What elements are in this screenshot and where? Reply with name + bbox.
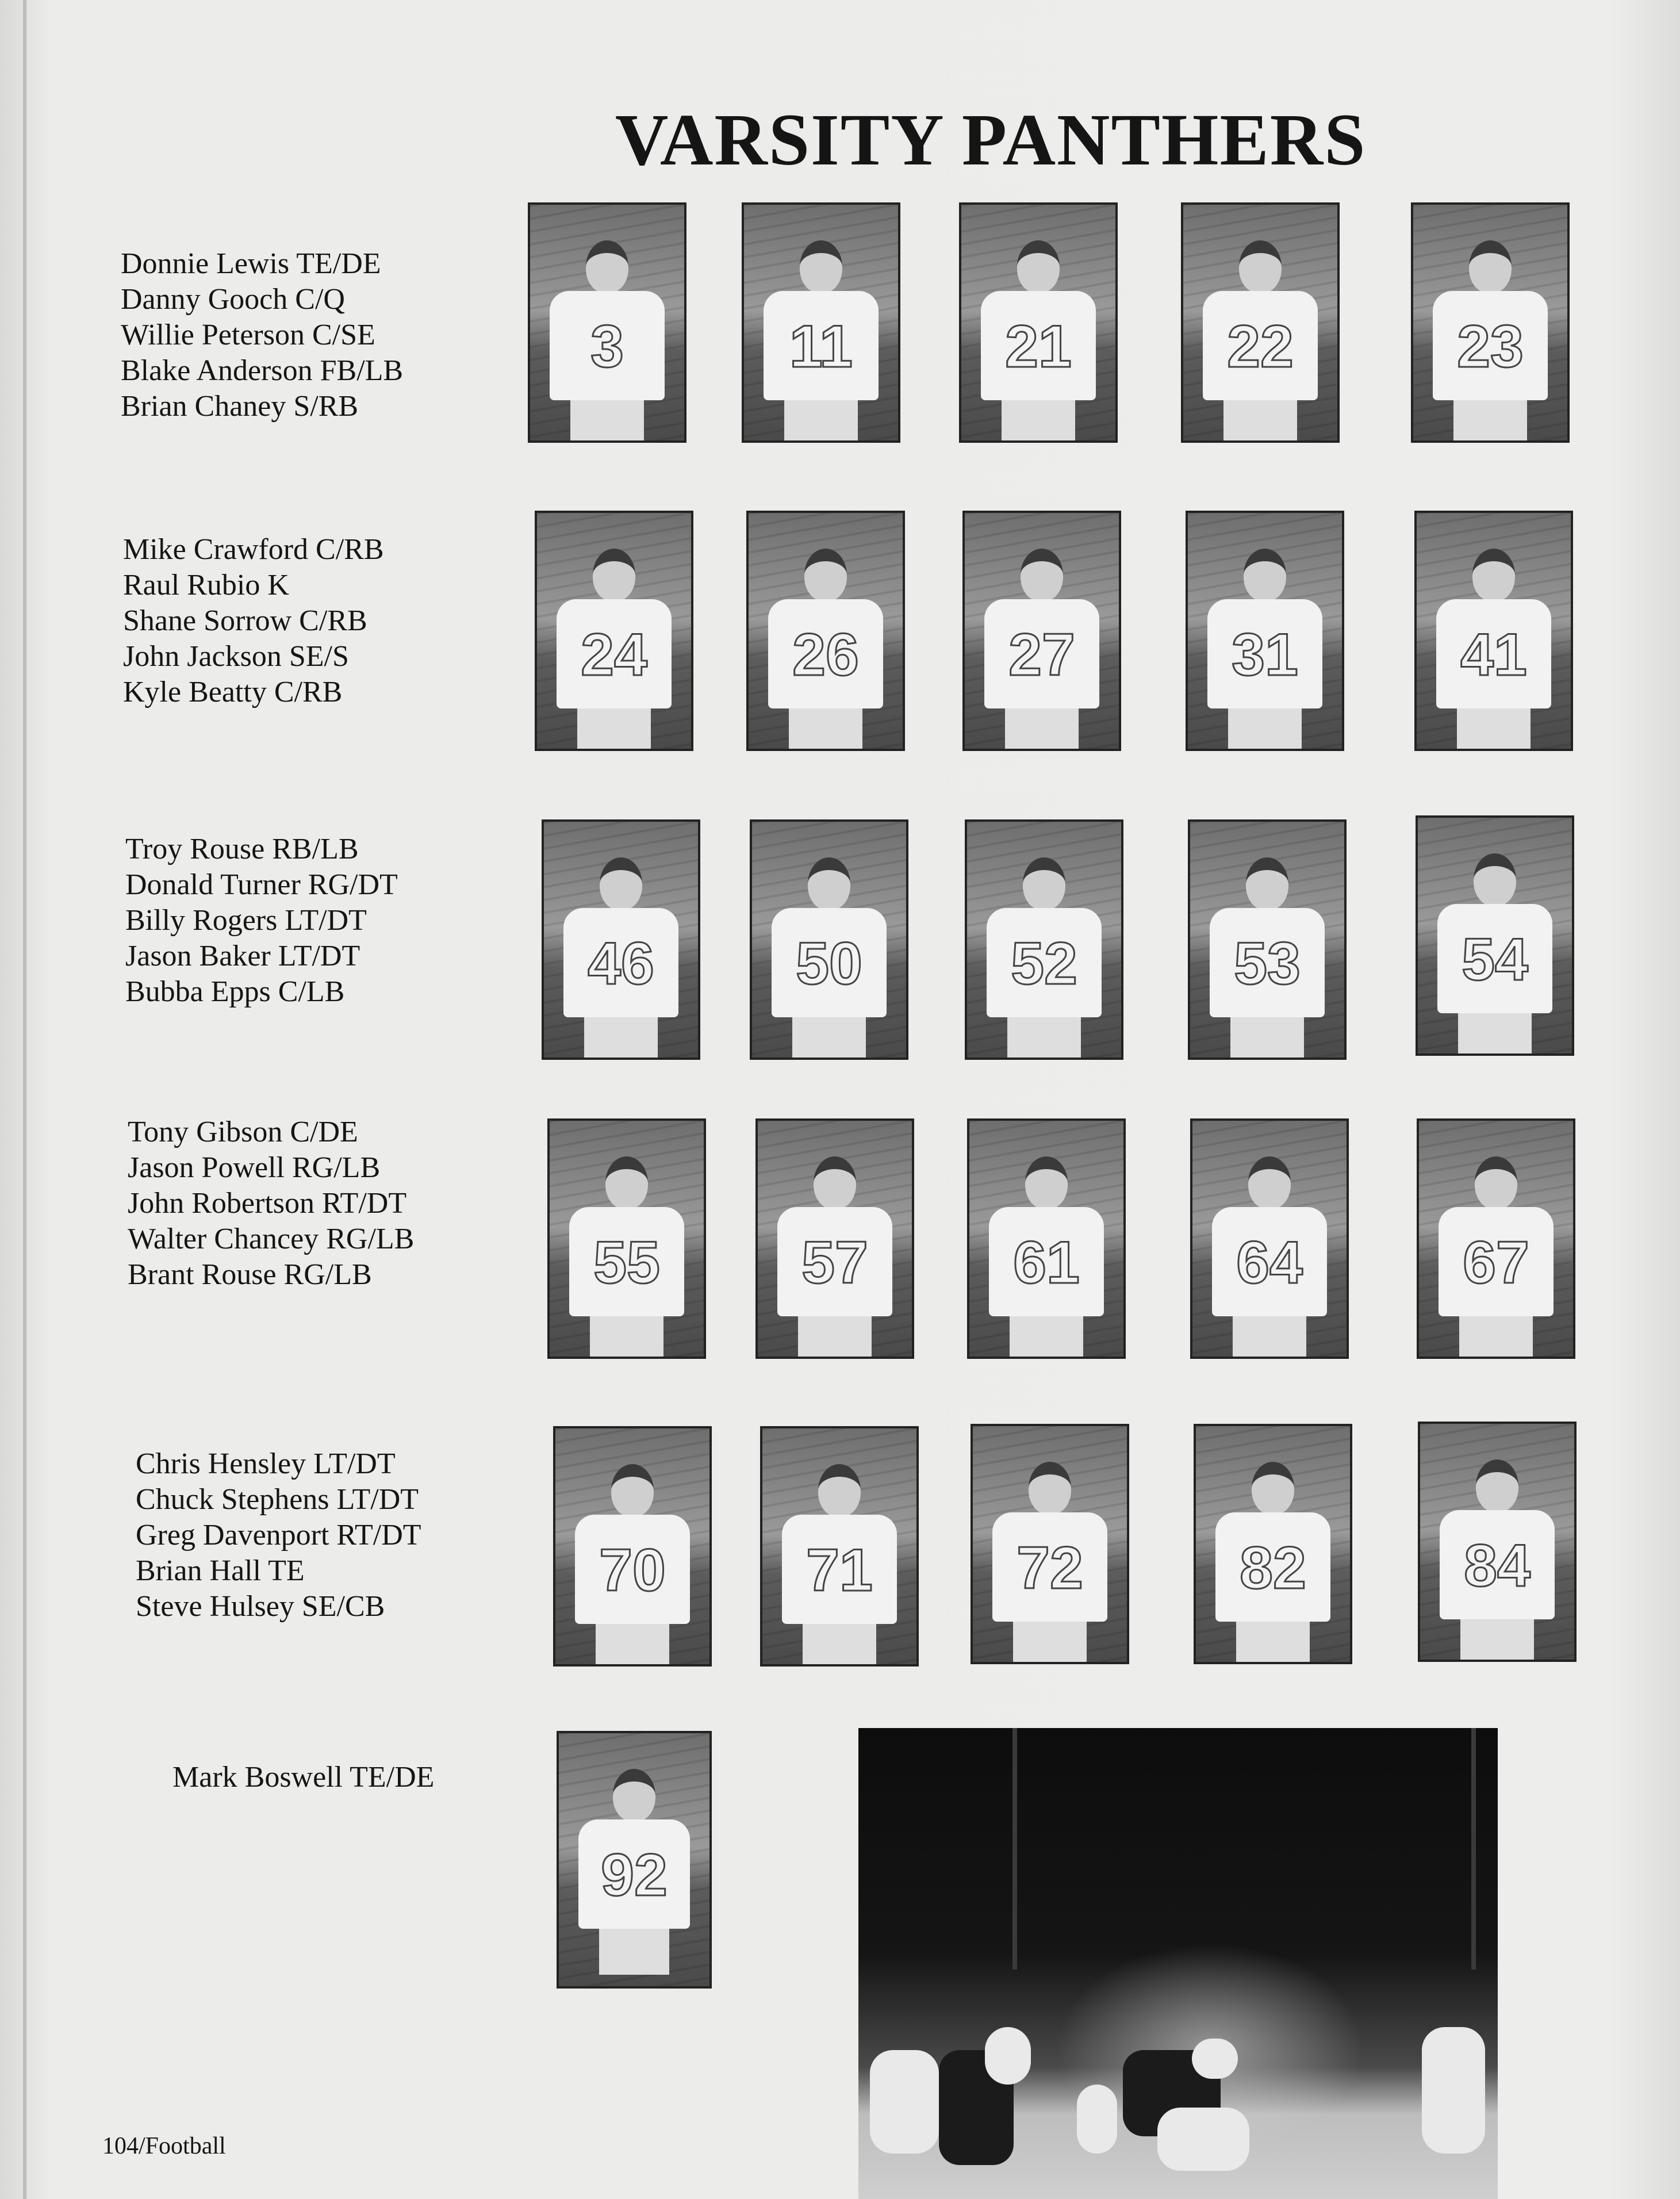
player-name: Troy Rouse RB/LB: [125, 833, 359, 865]
jersey-number: 11: [789, 313, 853, 380]
jersey-number: 82: [1240, 1535, 1306, 1602]
jersey-number: 46: [588, 930, 654, 997]
player-name: Brian Chaney S/RB: [121, 390, 359, 423]
player-photo: [959, 202, 1118, 443]
player-name: Jason Baker LT/DT: [125, 940, 360, 972]
player-name: John Jackson SE/S: [123, 640, 349, 673]
player-photo: [962, 511, 1121, 751]
player-name: Walter Chancey RG/LB: [128, 1223, 415, 1255]
player-photo: [742, 202, 900, 443]
player-name: Raul Rubio K: [123, 569, 289, 602]
binding-gutter: [23, 0, 26, 2199]
jersey-number: 70: [599, 1537, 666, 1604]
roster-names-row-3: [125, 832, 398, 1010]
player-name: Danny Gooch C/Q: [121, 283, 345, 316]
player-name: Brian Hall TE: [136, 1554, 305, 1587]
player-photo: [1186, 511, 1344, 751]
player-photo: [1416, 815, 1574, 1056]
player-photo: [553, 1426, 712, 1667]
page-title: VARSITY PANTHERS: [615, 99, 1367, 181]
player-name: Tony Gibson C/DE: [128, 1116, 358, 1148]
player-photo: [528, 202, 686, 443]
player-photo: [760, 1426, 919, 1667]
player-name: Brant Rouse RG/LB: [128, 1258, 372, 1291]
roster-names-row-5: [136, 1446, 421, 1625]
jersey-number: 72: [1017, 1535, 1083, 1602]
player-photo: [1194, 1424, 1352, 1664]
game-action-photo: [858, 1728, 1498, 2199]
jersey-number: 53: [1234, 930, 1301, 997]
player-name: John Robertson RT/DT: [128, 1187, 407, 1220]
player-photo: [535, 511, 693, 751]
player-name: Willie Peterson C/SE: [121, 319, 375, 351]
page-footer: 104/Football: [102, 2133, 226, 2159]
player-name: Chuck Stephens LT/DT: [136, 1483, 419, 1516]
jersey-number: 41: [1460, 622, 1527, 688]
jersey-number: 64: [1236, 1229, 1303, 1296]
player-photo: [755, 1118, 914, 1359]
player-photo: [750, 819, 908, 1060]
jersey-number: 67: [1463, 1229, 1529, 1296]
player-name: Chris Hensley LT/DT: [136, 1447, 396, 1480]
jersey-number: 21: [1005, 313, 1072, 380]
player-name: Shane Sorrow C/RB: [123, 604, 367, 637]
player-photo: [1188, 819, 1347, 1060]
roster-names-row-2: [123, 532, 384, 710]
player-photo: [965, 819, 1123, 1060]
jersey-number: 3: [590, 313, 624, 380]
player-photo: [542, 819, 700, 1060]
player-photo: [746, 511, 905, 751]
jersey-number: 24: [581, 622, 647, 688]
jersey-number: 71: [806, 1537, 873, 1604]
player-name: Donnie Lewis TE/DE: [121, 247, 381, 280]
jersey-number: 31: [1232, 622, 1298, 688]
player-photo: [971, 1424, 1129, 1664]
jersey-number: 50: [796, 930, 862, 997]
player-name: Bubba Epps C/LB: [125, 975, 345, 1008]
jersey-number: 61: [1013, 1229, 1080, 1296]
roster-names-row-4: [128, 1114, 414, 1293]
player-photo: [1414, 511, 1573, 751]
player-photo: [1181, 202, 1340, 443]
jersey-number: 57: [801, 1229, 868, 1296]
jersey-number: 55: [593, 1229, 660, 1296]
jersey-number: 84: [1464, 1533, 1531, 1599]
player-photo: [1418, 1422, 1577, 1662]
player-name: Jason Powell RG/LB: [128, 1151, 381, 1184]
player-name: Steve Hulsey SE/CB: [136, 1590, 385, 1623]
jersey-number: 92: [601, 1842, 668, 1909]
player-photo: [1411, 202, 1570, 443]
player-photo: [557, 1731, 712, 1989]
jersey-number: 54: [1462, 926, 1528, 993]
player-name: Blake Anderson FB/LB: [121, 354, 404, 387]
player-name: Mike Crawford C/RB: [123, 533, 384, 566]
jersey-number: 23: [1457, 313, 1524, 380]
player-name: Donald Turner RG/DT: [125, 868, 398, 901]
player-name: Mark Boswell TE/DE: [172, 1761, 435, 1794]
jersey-number: 22: [1227, 313, 1294, 380]
roster-names-row-1: [121, 246, 403, 424]
player-photo: [967, 1118, 1126, 1359]
jersey-number: 26: [792, 622, 859, 688]
player-name: Greg Davenport RT/DT: [136, 1519, 421, 1551]
player-photo: [1190, 1118, 1349, 1359]
jersey-number: 52: [1011, 930, 1077, 997]
player-photo: [1417, 1118, 1575, 1359]
player-name: Kyle Beatty C/RB: [123, 676, 343, 708]
jersey-number: 27: [1008, 622, 1075, 688]
player-photo: [547, 1118, 706, 1359]
roster-names-row-6: [172, 1760, 434, 1795]
player-name: Billy Rogers LT/DT: [125, 904, 367, 937]
